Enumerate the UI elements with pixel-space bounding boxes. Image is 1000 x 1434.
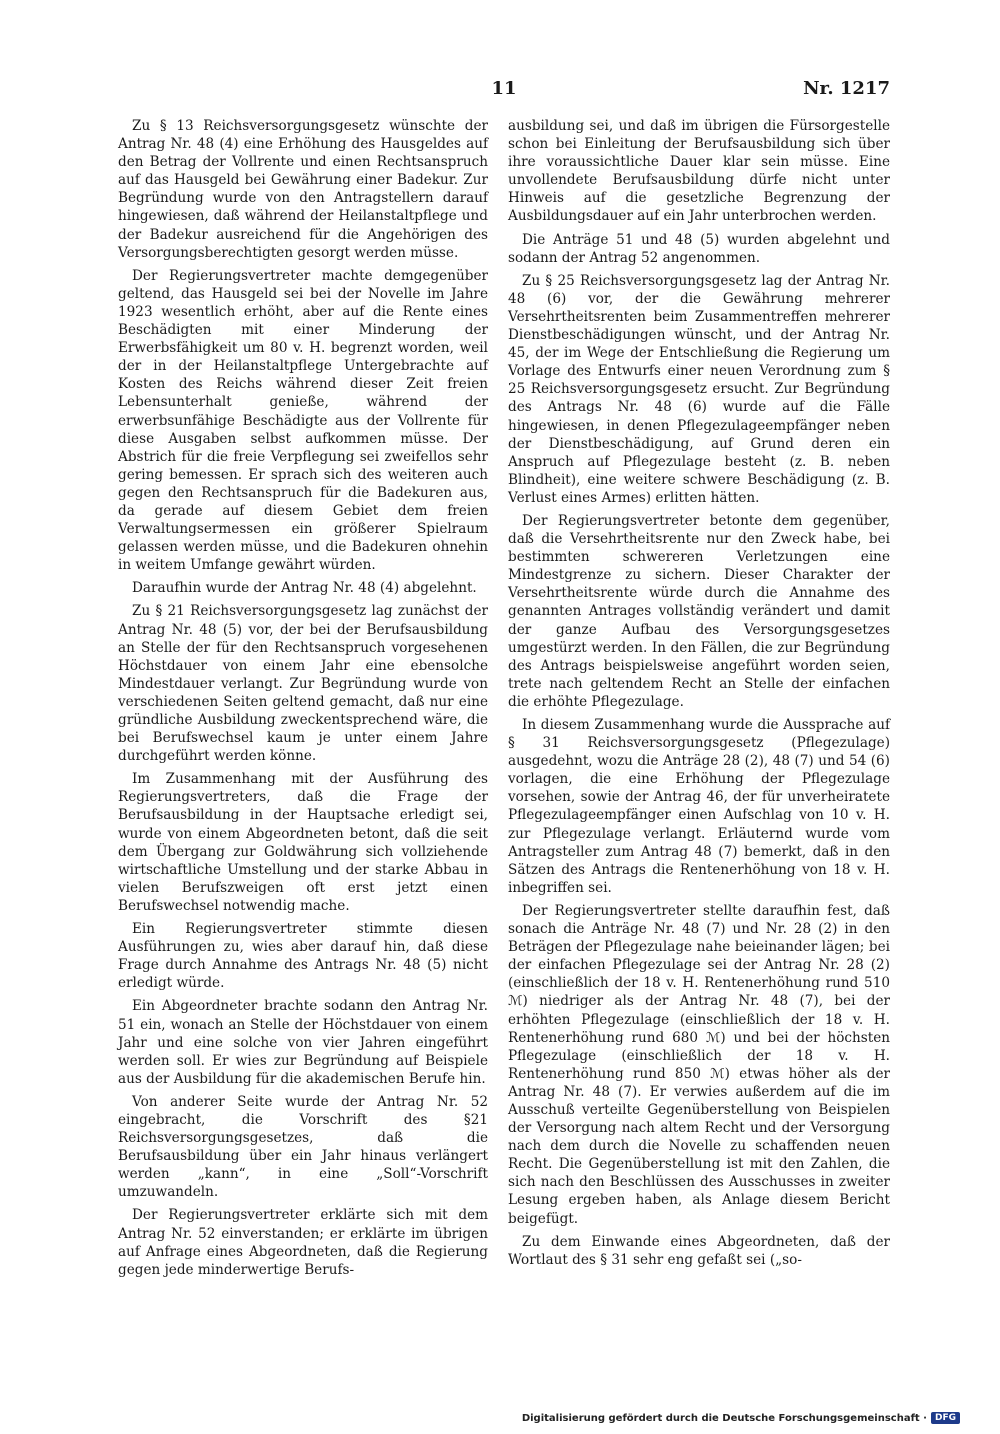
paragraph: Daraufhin wurde der Antrag Nr. 48 (4) abgelehnt. [132,580,477,597]
paragraph: Ein Abgeordneter brachte sodann den Antrag Nr. 51 ein, wonach an Stelle der Höchstdauer von einem Jahr und eine solche von vier Jahren eingeführt werden soll. Er wies zur Begründung auf Beispiele aus der Ausbildung für die akademischen Berufe hin. [118,998,488,1087]
paragraph: Zu dem Einwande eines Abgeordneten, daß der Wortlaut des § 31 sehr eng gefaßt sei („so- [508,1233,890,1268]
paragraph: Von anderer Seite wurde der Antrag Nr. 52 eingebracht, die Vorschrift des §21 Reichsversorgungsgesetzes, daß die Berufsausbildung über ein Jahr hinaus verlängert werden „kann“, in eine „Soll“-Vorschrift umzuwandeln. [118,1093,488,1201]
credit-text: Digitalisierung gefördert durch die Deutsche Forschungsgemeinschaft · [521,1412,927,1424]
paragraph: Der Regierungsvertreter machte demgegenüber geltend, das Hausgeld sei bei der Novelle im Jahre 1923 wesentlich erhöht, aber auf die Rente eines Beschädigten mit einer Minderung der Erwerbsfähigkeit um 80 v. H. begrenzt worden, weil der in der Heilanstaltpflege Untergebrachte auf Kosten des Reichs während dieser Zeit freien Lebensunterhalt genieße, während der erwerbsunfähige Beschädigte aus der Vollrente für diese Ausgaben selbst aufkommen müsse. Der Abstrich für die freie Verpflegung sei zweifellos sehr gering bemessen. Er sprach sich des weiteren auch gegen den Rechtsanspruch für die Badekuren aus, da gerade auf diesem Gebiet dem freien Verwaltungsermessen ein größerer Spielraum gelassen werden müsse, und die Badekuren ohnehin in weitem Umfange gewährt würden. [118,267,488,574]
paragraph: Der Regierungsvertreter erklärte sich mit dem Antrag Nr. 52 einverstanden; er erklärte im übrigen auf Anfrage eines Abgeordneten, daß die Regierung gegen jede minderwertige Berufs- [118,1207,488,1278]
paragraph: Zu § 13 Reichsversorgungsgesetz wünschte der Antrag Nr. 48 (4) eine Erhöhung des Hausgeldes auf den Betrag der Vollrente und einen Rechtsanspruch auf das Hausgeld bei Gewährung einer Badekur. Zur Begründung wurde von den Antragstellern darauf hingewiesen, daß während der Heilanstaltpflege und der Badekur ausreichend für die Angehörigen des Versorgungsberechtigten gesorgt werden müsse. [118,118,488,261]
paragraph: In diesem Zusammenhang wurde die Aussprache auf § 31 Reichsversorgungsgesetz (Pflegezulage) ausgedehnt, wozu die Anträge 28 (2), 48 (7) und 54 (6) vorlagen, die eine Erhöhung der Pflegezulage vorsehen, sowie der Antrag 46, der für unverheiratete Pflegezulageempfänger einen Aufschlag von 10 v. H. zur Pflegezulage verlangt. Erläuternd wurde vom Antragsteller zum Antrag 48 (7) bemerkt, daß in den Sätzen des Antrags die Rentenerhöhung von 18 v. H. inbegriffen sei. [508,717,890,896]
paragraph: Der Regierungsvertreter betonte dem gegenüber, daß die Versehrtheitsrente nur den Zweck habe, bei bestimmten schwereren Verletzungen eine Mindestgrenze zu sichern. Dieser Charakter der Versehrtheitsrente würde durch die Annahme des genannten Antrages vollständig verändert und damit der ganze Aufbau des Versorgungsgesetzes umgestürzt werden. In den Fällen, die zur Begründung des Antrags beispielsweise angeführt worden seien, trete nach geltendem Recht an Stelle der einfachen die erhöhte Pflegezulage. [508,512,890,710]
left-column [118,117,488,1284]
paragraph: Zu § 21 Reichsversorgungsgesetz lag zunächst der Antrag Nr. 48 (5) vor, der bei der Berufsausbildung an Stelle der für den Rechtsanspruch vorgesehenen Höchstdauer von einem Jahr eine ebensolche Mindestdauer verlangt. Zur Begründung wurde von verschiedenen Seiten geltend gemacht, daß nur eine gründliche Ausbildung zweckentsprechend wäre, die bei Berufswechsel kaum je unter einem Jahre durchgeführt werden könne. [118,603,488,765]
paragraph: Der Regierungsvertreter stellte daraufhin fest, daß sonach die Anträge Nr. 48 (7) und Nr. 28 (2) in den Beträgen der Pflegezulage nahe beieinander lägen; bei der einfachen Pflegezulage sei der Antrag Nr. 28 (2) (einschließlich der 18 v. H. Rentenerhöhung rund 510 ℳ) niedriger als der Antrag Nr. 48 (7), bei der erhöhten Pflegezulage (einschließlich der 18 v. H. Rentenerhöhung rund 680 ℳ) und bei der höchsten Pflegezulage (einschließlich der 18 v. H. Rentenerhöhung rund 850 ℳ) etwas höher als der Antrag Nr. 48 (7). Er verwies außerdem auf die im Ausschuß verteilte Gegenüberstellung von Beispielen der Versorgung nach altem Recht und der Versorgung nach dem durch die Novelle zu schaffenden neuen Recht. Die Gegenüberstellung ist mit den Zahlen, die sich nach den Beschlüssen des Ausschusses in zweiter Lesung ergeben haben, als Anlage diesem Bericht beigefügt. [508,902,890,1227]
right-column [508,117,890,1274]
digitization-credit [522,1412,960,1424]
page-header [118,76,890,102]
paragraph: Ein Regierungsvertreter stimmte diesen Ausführungen zu, wies aber darauf hin, daß diese Frage durch Annahme des Antrags Nr. 48 (5) nicht erledigt würde. [118,921,488,992]
dfg-logo: DFG [931,1412,960,1424]
paragraph: Zu § 25 Reichsversorgungsgesetz lag der Antrag Nr. 48 (6) vor, der die Gewährung mehrerer Versehrtheitsrenten beim Zusammentreffen mehrerer Dienstbeschädigungen wünscht, und der Antrag Nr. 45, der im Wege der Entschließung die Regierung um Vorlage des Entwurfs einer neuen Verordnung zum § 25 Reichsversorgungsgesetz ersucht. Zur Begründung des Antrags Nr. 48 (6) wurde auf die Fälle hingewiesen, in denen Pflegezulageempfänger neben der Dienstbeschädigung, auf Grund deren ein Anspruch auf Pflegezulage besteht (z. B. neben Blindheit), eine weitere schwere Beschädigung (z. B. Verlust eines Armes) erlitten hätten. [508,272,890,506]
document-number: Nr. 1217 [803,78,890,99]
paragraph: Die Anträge 51 und 48 (5) wurden abgelehnt und sodann der Antrag 52 angenommen. [508,231,890,266]
page-number: 11 [491,78,517,99]
paragraph: Im Zusammenhang mit der Ausführung des Regierungsvertreters, daß die Frage der Berufsausbildung in der Hauptsache erledigt sei, wurde von einem Abgeordneten betont, daß die seit dem Übergang zur Goldwährung sich vollziehende wirtschaftliche Umstellung und der starke Abbau in vielen Berufszweigen oft erst jetzt einen Berufswechsel notwendig mache. [118,771,488,914]
paragraph-continued: ausbildung sei, und daß im übrigen die Fürsorgestelle schon bei Einleitung der Berufsausbildung sich über ihre voraussichtliche Dauer klar sein müsse. Eine unvollendete Berufsausbildung dürfe nicht unter Hinweis auf die gesetzliche Begrenzung der Ausbildungsdauer auf ein Jahr unterbrochen werden. [508,118,890,225]
